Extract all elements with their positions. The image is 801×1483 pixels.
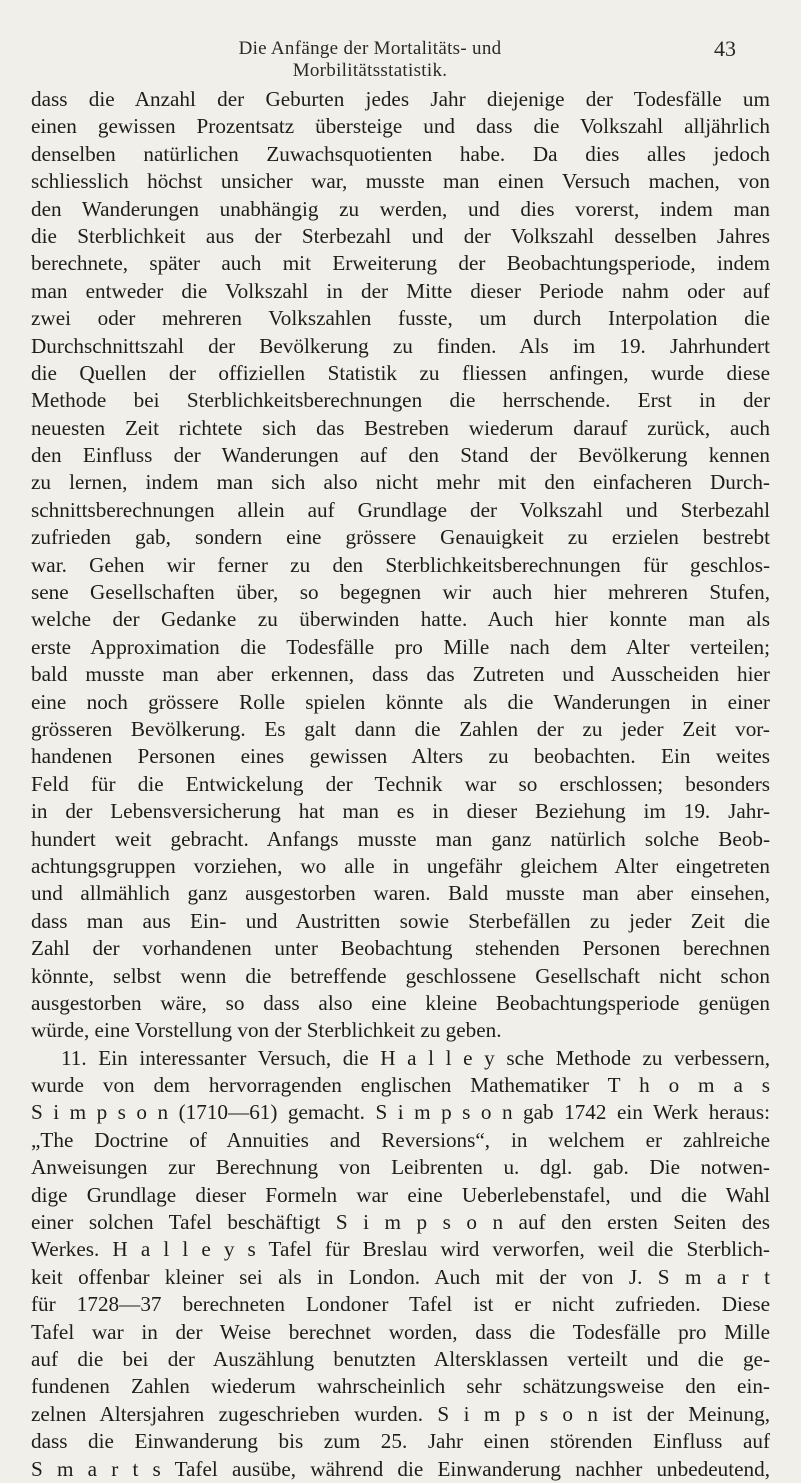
text-line: schliesslich höchst unsicher war, musste man einen Versuch machen, von	[31, 169, 770, 194]
text-line: die Sterblichkeit aus der Sterbezahl und der Volkszahl desselben Jahres	[31, 223, 770, 248]
text-line: dige Grundlage dieser Formeln war eine Ueberlebenstafel, und die Wahl	[31, 1182, 770, 1207]
text-line: dass man aus Ein- und Austritten sowie Sterbefällen zu jeder Zeit die	[31, 908, 770, 933]
text-line: Werkes. H a l l e y s Tafel für Breslau wird verworfen, weil die Sterblich-	[31, 1237, 770, 1262]
paragraph-end-line: würde, eine Vorstellung von der Sterblichkeit zu geben.	[31, 1018, 502, 1043]
text-line: für 1728—37 berechneten Londoner Tafel ist er nicht zufrieden. Diese	[31, 1292, 770, 1317]
text-line: „The Doctrine of Annuities and Reversions“, in welchem er zahlreiche	[31, 1127, 770, 1152]
text-line: grösseren Bevölkerung. Es galt dann die Zahlen der zu jeder Zeit vor-	[31, 716, 770, 741]
text-line: Zahl der vorhandenen unter Beobachtung stehenden Personen berechnen	[31, 936, 770, 961]
text-line: zu lernen, indem man sich also nicht mehr mit den einfacheren Durch-	[31, 470, 770, 495]
text-line: einer solchen Tafel beschäftigt S i m p s o n auf den ersten Seiten des	[31, 1210, 770, 1235]
text-line: S m a r t s Tafel ausübe, während die Einwanderung nachher unbedeutend,	[31, 1456, 770, 1481]
text-line: Methode bei Sterblichkeitsberechnungen die herrschende. Erst in der	[31, 388, 770, 413]
text-line: berechnete, später auch mit Erweiterung der Beobachtungsperiode, indem	[31, 251, 770, 276]
text-line: handenen Personen eines gewissen Alters zu beobachten. Ein weites	[31, 744, 770, 769]
text-line: könnte, selbst wenn die betreffende geschlossene Gesellschaft nicht schon	[31, 963, 770, 988]
section-11-first-line: 11. Ein interessanter Versuch, die H a l l e y sche Methode zu verbessern,	[61, 1045, 770, 1070]
text-line: dass die Einwanderung bis zum 25. Jahr einen störenden Einfluss auf	[31, 1429, 770, 1454]
text-line: den Wanderungen unabhängig zu werden, und dies vorerst, indem man	[31, 196, 770, 221]
text-line: einen gewissen Prozentsatz übersteige und dass die Volkszahl alljährlich	[31, 114, 770, 139]
text-line: zelnen Altersjahren zugeschrieben wurden. S i m p s o n ist der Meinung,	[31, 1401, 770, 1426]
text-line: Tafel war in der Weise berechnet worden, dass die Todesfälle pro Mille	[31, 1319, 770, 1344]
text-line: in der Lebensversicherung hat man es in dieser Beziehung im 19. Jahr-	[31, 799, 770, 824]
text-line: wurde von dem hervorragenden englischen Mathematiker T h o m a s	[31, 1073, 770, 1098]
text-line: erste Approximation die Todesfälle pro Mille nach dem Alter verteilen;	[31, 634, 770, 659]
text-line: den Einfluss der Wanderungen auf den Stand der Bevölkerung kennen	[31, 443, 770, 468]
text-line: zufrieden gab, sondern eine grössere Genauigkeit zu erzielen bestrebt	[31, 525, 770, 550]
text-line: und allmählich ganz ausgestorben waren. Bald musste man aber einsehen,	[31, 881, 770, 906]
text-line: Durchschnittszahl der Bevölkerung zu finden. Als im 19. Jahrhundert	[31, 333, 770, 358]
running-title: Die Anfänge der Mortalitäts- und Morbilitätsstatistik.	[238, 38, 502, 81]
text-line: Feld für die Entwickelung der Technik war so erschlossen; besonders	[31, 771, 770, 796]
text-line: Anweisungen zur Berechnung von Leibrenten u. dgl. gab. Die notwen-	[31, 1155, 770, 1180]
text-line: schnittsberechnungen allein auf Grundlage der Volkszahl und Sterbezahl	[31, 497, 770, 522]
text-line: denselben natürlichen Zuwachsquotienten habe. Da dies alles jedoch	[31, 141, 770, 166]
text-line: eine noch grössere Rolle spielen könnte als die Wanderungen in einer	[31, 689, 770, 714]
text-line: ausgestorben wäre, so dass also eine kleine Beobachtungsperiode genügen	[31, 990, 770, 1015]
text-line: die Quellen der offiziellen Statistik zu fliessen anfingen, wurde diese	[31, 360, 770, 385]
body-text	[31, 86, 770, 1483]
text-line: bald musste man aber erkennen, dass das Zutreten und Ausscheiden hier	[31, 662, 770, 687]
text-line: fundenen Zahlen wiederum wahrscheinlich sehr schätzungsweise den ein-	[31, 1374, 770, 1399]
text-line: achtungsgruppen vorziehen, wo alle in ungefähr gleichem Alter eingetreten	[31, 853, 770, 878]
text-line: welche der Gedanke zu überwinden hatte. Auch hier konnte man als	[31, 607, 770, 632]
text-line: war. Gehen wir ferner zu den Sterblichkeitsberechnungen für geschlos-	[31, 552, 770, 577]
text-line: S i m p s o n (1710—61) gemacht. S i m p s o n gab 1742 ein Werk heraus:	[31, 1100, 770, 1125]
text-line: hundert weit gebracht. Anfangs musste man ganz natürlich solche Beob-	[31, 826, 770, 851]
text-line: keit offenbar kleiner sei als in London. Auch mit der von J. S m a r t	[31, 1264, 770, 1289]
text-line: sene Gesellschaften über, so begegnen wir auch hier mehreren Stufen,	[31, 580, 770, 605]
text-line: neuesten Zeit richtete sich das Bestreben wiederum darauf zurück, auch	[31, 415, 770, 440]
text-line: man entweder die Volkszahl in der Mitte dieser Periode nahm oder auf	[31, 278, 770, 303]
text-line: auf die bei der Auszählung benutzten Altersklassen verteilt und die ge-	[31, 1346, 770, 1371]
page-number: 43	[714, 36, 736, 61]
text-line: zwei oder mehreren Volkszahlen fusste, um durch Interpolation die	[31, 306, 770, 331]
text-line: dass die Anzahl der Geburten jedes Jahr diejenige der Todesfälle um	[31, 87, 770, 111]
